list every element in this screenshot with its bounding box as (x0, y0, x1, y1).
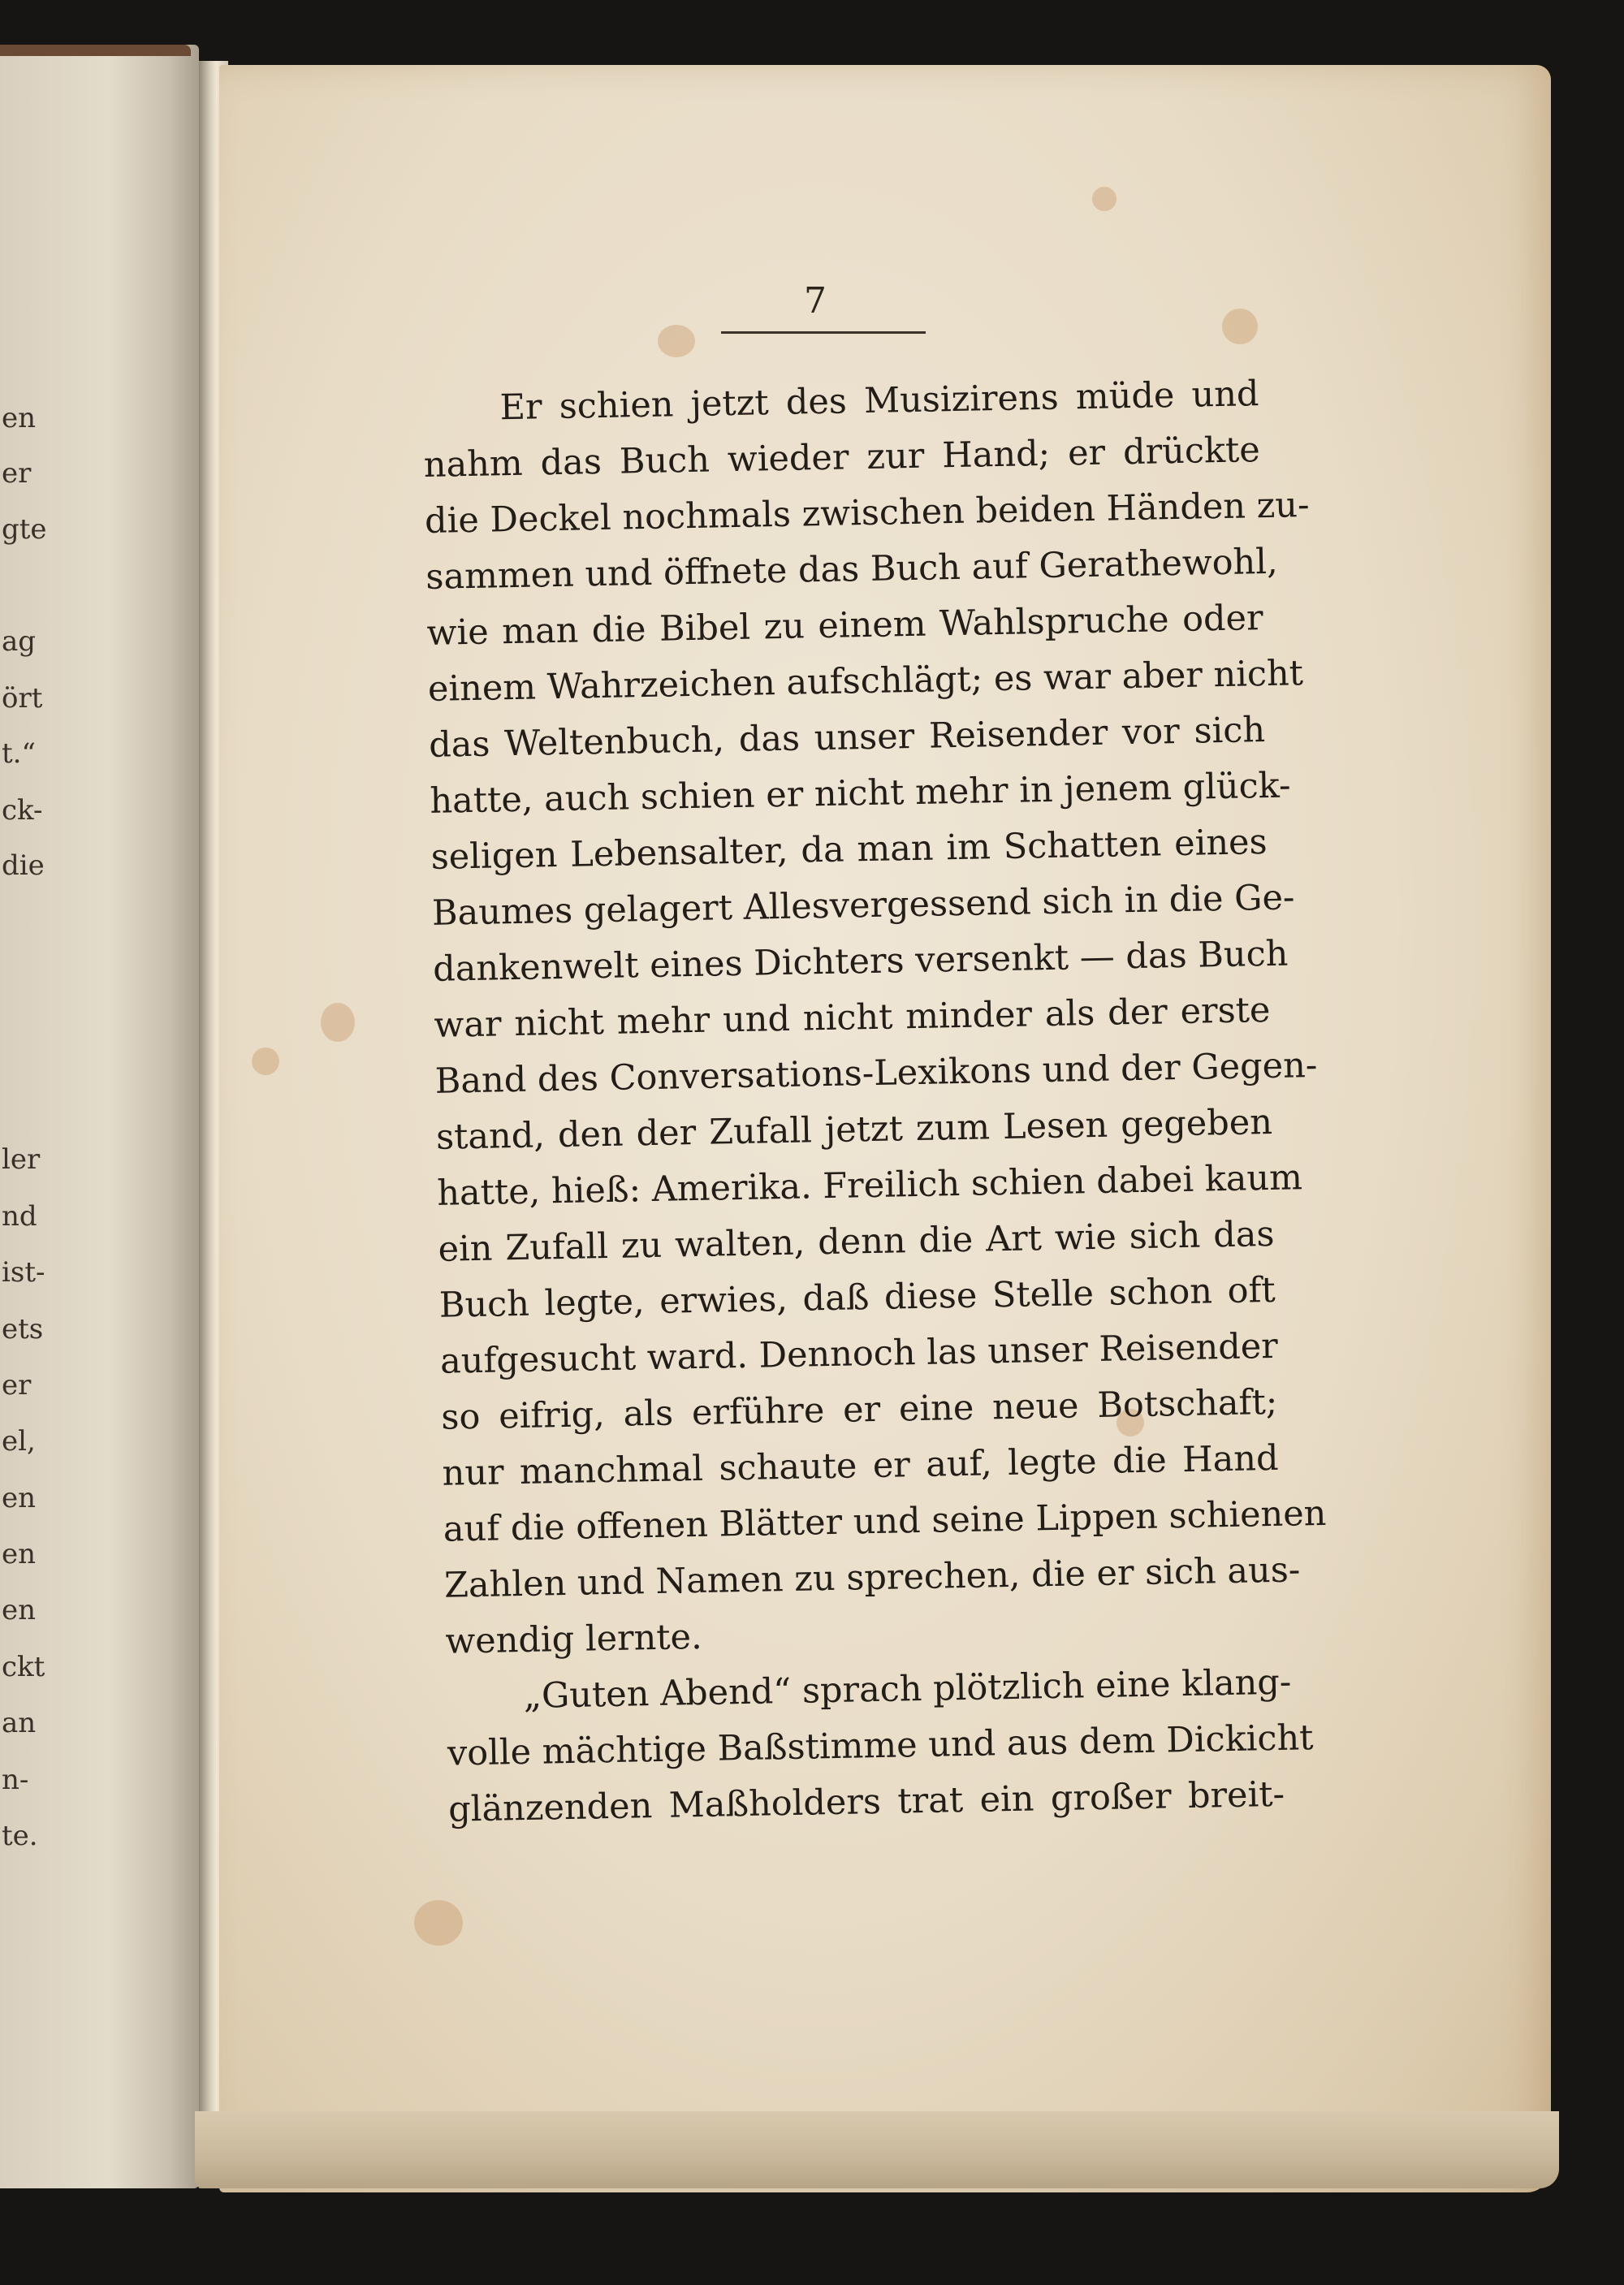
foxing-stain (1222, 309, 1258, 344)
left-fragment: te. (2, 1820, 38, 1852)
left-fragment: ist- (2, 1256, 45, 1289)
left-fragment: ckt (2, 1651, 45, 1683)
text-line: Zahlen und Namen zu sprechen, die er sich aus- (443, 1549, 1301, 1606)
foxing-stain (252, 1047, 279, 1075)
page-number: 7 (804, 280, 827, 322)
left-fragment: die (2, 849, 45, 882)
left-fragment: ets (2, 1313, 44, 1346)
left-fragment: gte (2, 513, 47, 546)
text-line: auf die offenen Blätter und seine Lippen schienen (443, 1492, 1327, 1550)
body-text (422, 366, 1327, 1838)
text-line: Er schien jetzt des Musizirens müde und (499, 374, 1259, 429)
left-fragment: ört (2, 682, 43, 715)
text-line: „Guten Abend“ sprach plötzlich eine klang- (523, 1661, 1292, 1717)
foxing-stain (658, 325, 695, 357)
text-line: die Deckel nochmals zwischen beiden Händen zu- (424, 485, 1310, 542)
left-fragment: er (2, 457, 32, 490)
text-line: glänzenden Maßholders trat ein großer breit- (447, 1773, 1285, 1830)
text-line: so eifrig, als erführe er eine neue Botschaft; (440, 1381, 1278, 1438)
left-fragment: er (2, 1369, 32, 1402)
text-line: Buch legte, erwies, daß diese Stelle schon oft (438, 1269, 1276, 1326)
left-fragment: ler (2, 1143, 41, 1176)
text-line: war nicht mehr und nicht minder als der erste (434, 989, 1271, 1046)
left-fragment: ag (2, 625, 37, 658)
text-line: sammen und öffnete das Buch auf Gerathewohl, (425, 541, 1279, 598)
text-line: wie man die Bibel zu einem Wahlspruche oder (426, 598, 1263, 654)
text-line: einem Wahrzeichen aufschlägt; es war aber nicht (427, 653, 1304, 710)
text-line: aufgesucht ward. Dennoch las unser Reisender (439, 1325, 1279, 1382)
left-fragment: an (2, 1707, 37, 1739)
text-line: ein Zufall zu walten, denn die Art wie sich das (438, 1213, 1275, 1270)
text-line: das Weltenbuch, das unser Reisender vor sich (428, 710, 1266, 766)
left-fragment: n- (2, 1764, 29, 1796)
text-line: wendig lernte. (444, 1616, 703, 1662)
left-fragment: en (2, 1482, 37, 1514)
text-line: nur manchmal schaute er auf, legte die Hand (442, 1437, 1279, 1494)
foxing-stain (321, 1003, 355, 1042)
text-line: volle mächtige Baßstimme und aus dem Dickicht (447, 1717, 1314, 1774)
foxing-stain (414, 1900, 463, 1946)
text-line: nahm das Buch wieder zur Hand; er drückte (423, 430, 1261, 486)
left-fragment: en (2, 1538, 37, 1570)
text-line: Baumes gelagert Allesvergessend sich in die Ge- (431, 877, 1295, 934)
text-line: dankenwelt eines Dichters versenkt — das Buch (432, 933, 1289, 990)
left-fragment: en (2, 1594, 37, 1626)
left-fragment: el, (2, 1425, 36, 1458)
left-fragment: nd (2, 1200, 37, 1233)
text-line: hatte, hieß: Amerika. Freilich schien dabei kaum (436, 1157, 1303, 1214)
text-line: seligen Lebensalter, da man im Schatten eines (430, 822, 1268, 878)
left-fragment: en (2, 402, 37, 434)
left-page-text-fragments (0, 0, 49, 2285)
text-line: hatte, auch schien er nicht mehr in jenem glück- (430, 765, 1291, 822)
left-fragment: t.“ (2, 737, 36, 770)
page-stack-bottom (195, 2111, 1559, 2188)
header-rule (721, 331, 926, 334)
text-line: Band des Conversations-Lexikons und der Gegen- (434, 1044, 1318, 1102)
text-line: stand, den der Zufall jetzt zum Lesen gegeben (435, 1101, 1273, 1158)
left-fragment: ck- (2, 794, 43, 827)
foxing-stain (1092, 187, 1116, 211)
